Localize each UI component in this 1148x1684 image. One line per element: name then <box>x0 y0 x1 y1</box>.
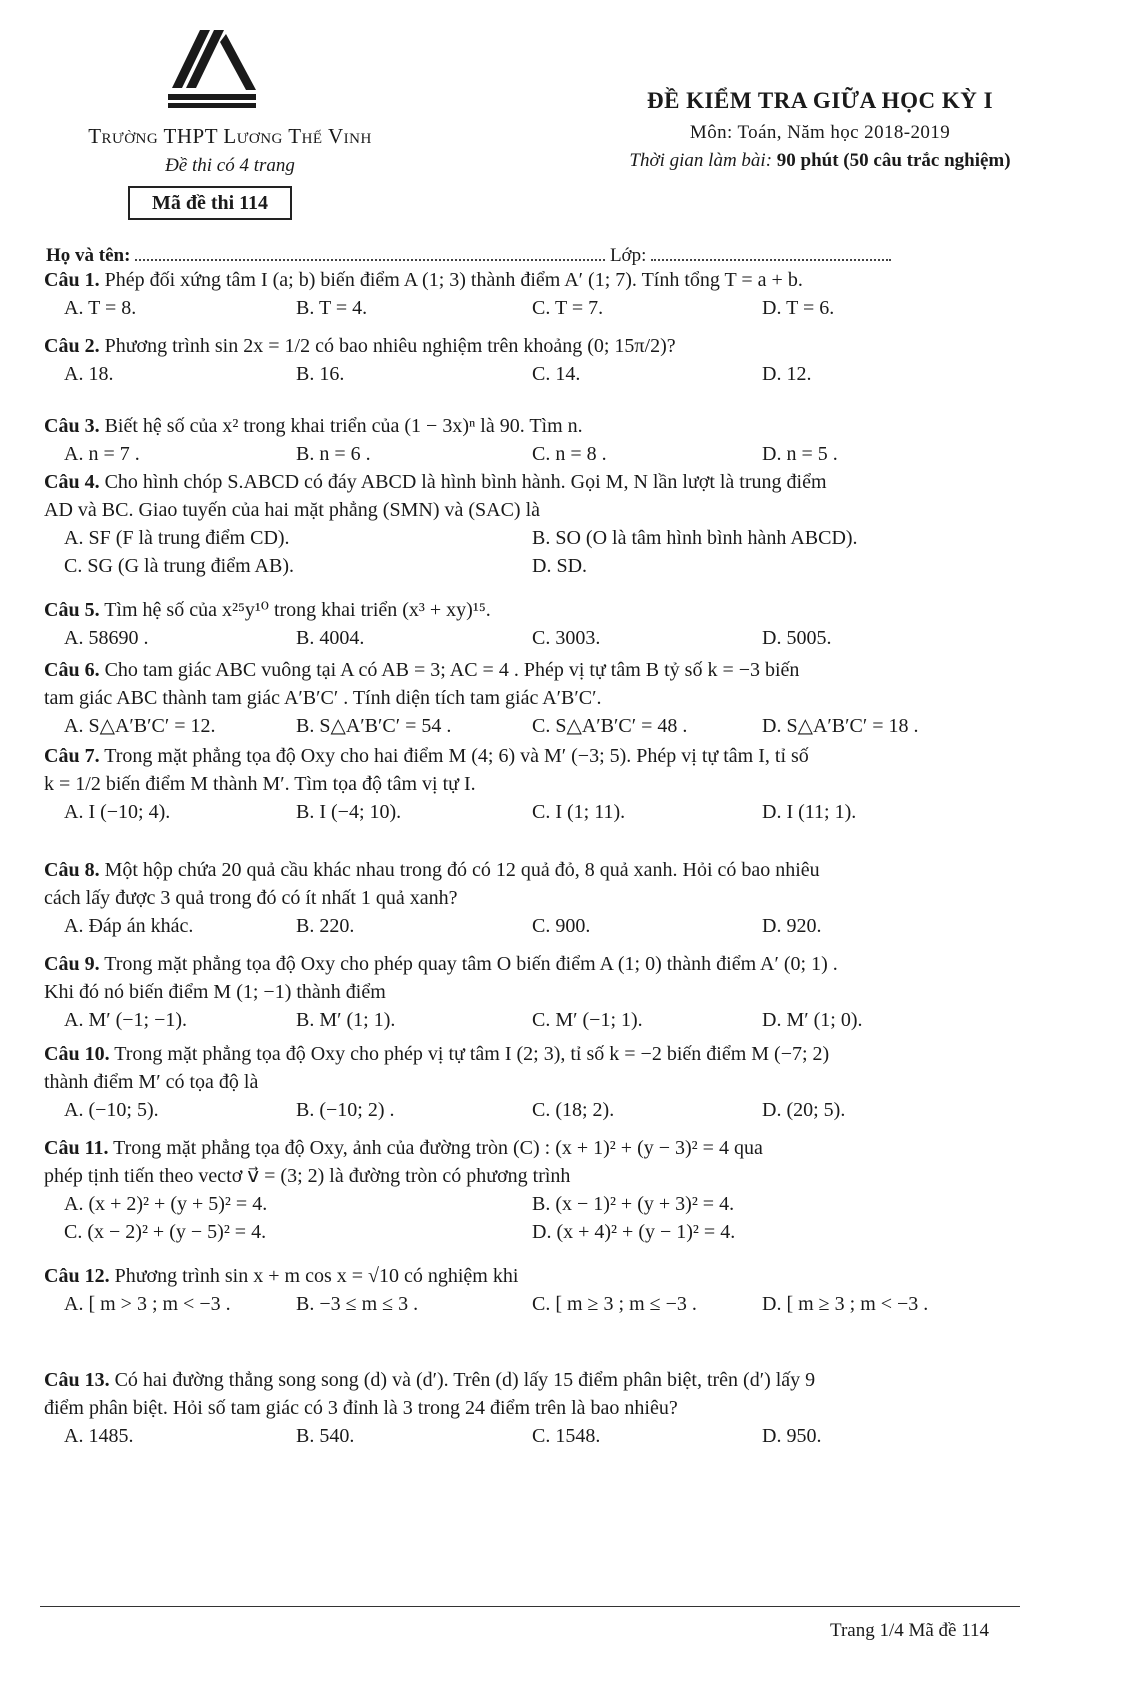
answer-option-c[interactable]: C. 3003. <box>532 627 601 649</box>
question-text: Cho tam giác ABC vuông tại A có AB = 3; AC = 4 . Phép vị tự tâm B tỷ số k = −3 biến <box>104 659 800 681</box>
answer-option-d[interactable]: D. SD. <box>532 555 588 577</box>
exam-title: ĐỀ KIỂM TRA GIỮA HỌC KỲ I <box>646 88 994 113</box>
answer-option-c[interactable]: C. (x − 2)² + (y − 5)² = 4. <box>64 1221 267 1243</box>
answer-option-c[interactable]: C. SG (G là trung điểm AB). <box>64 555 294 577</box>
answer-option-c[interactable]: C. (18; 2). <box>532 1099 615 1121</box>
answer-option-c[interactable]: C. 1548. <box>532 1425 601 1447</box>
question-number: Câu 6. <box>44 659 100 681</box>
question-stem <box>44 742 1084 770</box>
question-text: Phép đối xứng tâm I (a; b) biến điểm A (1; 3) thành điểm A′ (1; 7). Tính tổng T = a + b. <box>104 269 803 291</box>
question-number: Câu 9. <box>44 953 100 975</box>
answer-option-d[interactable]: D. 950. <box>762 1425 822 1447</box>
answer-option-d[interactable]: D. 12. <box>762 363 812 385</box>
answer-option-b[interactable]: B. 220. <box>296 915 355 937</box>
school-name: Trường THPT Lương Thế Vinh <box>88 124 372 148</box>
question-10 <box>44 1040 1084 1124</box>
answer-options-row <box>44 1190 1084 1218</box>
question-number: Câu 12. <box>44 1265 110 1287</box>
answer-options-row <box>44 712 1084 740</box>
question-8 <box>44 856 1084 940</box>
question-number: Câu 4. <box>44 471 100 493</box>
answer-options-row <box>44 624 1084 652</box>
answer-option-a[interactable]: A. [ m > 3 ; m < −3 . <box>64 1293 231 1315</box>
question-stem <box>44 1040 1084 1068</box>
class-field[interactable] <box>651 243 891 261</box>
answer-option-c[interactable]: C. 900. <box>532 915 591 937</box>
answer-options-row <box>44 1006 1084 1034</box>
answer-options-row <box>44 798 1084 826</box>
question-2 <box>44 332 1084 388</box>
answer-option-c[interactable]: C. 14. <box>532 363 581 385</box>
answer-option-a[interactable]: A. n = 7 . <box>64 443 140 465</box>
name-field[interactable] <box>135 243 605 261</box>
question-text: Một hộp chứa 20 quả cầu khác nhau trong đó có 12 quả đỏ, 8 quả xanh. Hỏi có bao nhiêu <box>104 859 820 881</box>
answer-option-a[interactable]: A. S△A′B′C′ = 12. <box>64 715 216 737</box>
question-text: Trong mặt phẳng tọa độ Oxy cho hai điểm M (4; 6) và M′ (−3; 5). Phép vị tự tâm I, tỉ số <box>104 745 809 767</box>
answer-option-c[interactable]: C. T = 7. <box>532 297 604 319</box>
answer-option-b[interactable]: B. SO (O là tâm hình bình hành ABCD). <box>532 527 858 549</box>
answer-options-row <box>44 294 1084 322</box>
answer-options-row <box>44 912 1084 940</box>
time-prefix: Thời gian làm bài: <box>629 150 773 171</box>
question-number: Câu 11. <box>44 1137 109 1159</box>
question-text: Trong mặt phẳng tọa độ Oxy, ảnh của đường tròn (C) : (x + 1)² + (y − 3)² = 4 qua <box>113 1137 763 1159</box>
question-3 <box>44 412 1084 468</box>
question-9 <box>44 950 1084 1034</box>
school-logo-icon <box>160 30 270 110</box>
answer-option-b[interactable]: B. T = 4. <box>296 297 368 319</box>
answer-option-b[interactable]: B. 16. <box>296 363 345 385</box>
answer-option-a[interactable]: A. Đáp án khác. <box>64 915 194 937</box>
question-stem <box>44 412 1084 440</box>
question-stem <box>44 656 1084 684</box>
answer-option-d[interactable]: D. M′ (1; 0). <box>762 1009 863 1031</box>
answer-options-row <box>44 1422 1084 1450</box>
question-5 <box>44 596 1084 652</box>
question-text-continued: tam giác ABC thành tam giác A′B′C′ . Tính diện tích tam giác A′B′C′. <box>44 687 602 709</box>
answer-options-row <box>44 440 1084 468</box>
question-text: Phương trình sin x + m cos x = √10 có nghiệm khi <box>114 1265 519 1287</box>
question-text-continued: k = 1/2 biến điểm M thành M′. Tìm tọa độ tâm vị tự I. <box>44 773 476 795</box>
question-stem <box>44 950 1084 978</box>
answer-option-b[interactable]: B. 4004. <box>296 627 365 649</box>
answer-option-b[interactable]: B. (x − 1)² + (y + 3)² = 4. <box>532 1193 735 1215</box>
answer-option-d[interactable]: D. T = 6. <box>762 297 835 319</box>
question-1 <box>44 266 1084 322</box>
footer-divider <box>40 1606 1020 1607</box>
question-number: Câu 5. <box>44 599 100 621</box>
time-line <box>560 150 1080 172</box>
question-text: Phương trình sin 2x = 1/2 có bao nhiêu nghiệm trên khoảng (0; 15π/2)? <box>104 335 676 357</box>
answer-option-b[interactable]: B. n = 6 . <box>296 443 371 465</box>
name-label: Họ và tên: <box>46 245 131 266</box>
answer-options-row <box>44 524 1084 552</box>
question-number: Câu 13. <box>44 1369 110 1391</box>
answer-option-c[interactable]: C. M′ (−1; 1). <box>532 1009 643 1031</box>
question-text-continued: phép tịnh tiến theo vectơ v⃗ = (3; 2) là đường tròn có phương trình <box>44 1165 571 1187</box>
answer-option-b[interactable]: B. (−10; 2) . <box>296 1099 395 1121</box>
answer-option-d[interactable]: D. 5005. <box>762 627 832 649</box>
question-text-continued: cách lấy được 3 quả trong đó có ít nhất 1 quả xanh? <box>44 887 458 909</box>
question-stem <box>44 266 1084 294</box>
exam-code-box: Mã đề thi 114 <box>128 186 292 220</box>
answer-option-d[interactable]: D. (x + 4)² + (y − 1)² = 4. <box>532 1221 736 1243</box>
answer-option-a[interactable]: A. I (−10; 4). <box>64 801 171 823</box>
answer-option-a[interactable]: A. 18. <box>64 363 114 385</box>
answer-option-a[interactable]: A. 1485. <box>64 1425 134 1447</box>
answer-option-d[interactable]: D. n = 5 . <box>762 443 838 465</box>
question-text: Biết hệ số của x² trong khai triển của (1 − 3x)ⁿ là 90. Tìm n. <box>104 415 583 437</box>
answer-option-b[interactable]: B. I (−4; 10). <box>296 801 402 823</box>
question-text: Cho hình chóp S.ABCD có đáy ABCD là hình bình hành. Gọi M, N lần lượt là trung điểm <box>104 471 827 493</box>
question-text: Có hai đường thẳng song song (d) và (d′). Trên (d) lấy 15 điểm phân biệt, trên (d′) lấy 9 <box>114 1369 816 1391</box>
question-4 <box>44 468 1084 580</box>
answer-option-d[interactable]: D. [ m ≥ 3 ; m < −3 . <box>762 1293 929 1315</box>
question-text-continued: Khi đó nó biến điểm M (1; −1) thành điểm <box>44 981 386 1003</box>
answer-options-row <box>44 1096 1084 1124</box>
time-value: 90 phút (50 câu trắc nghiệm) <box>776 150 1011 171</box>
question-text: Tìm hệ số của x²⁵y¹⁰ trong khai triển (x³ + xy)¹⁵. <box>104 599 491 621</box>
question-number: Câu 3. <box>44 415 100 437</box>
answer-option-c[interactable]: C. n = 8 . <box>532 443 607 465</box>
answer-option-a[interactable]: A. T = 8. <box>64 297 137 319</box>
answer-options-row <box>44 1218 1084 1246</box>
question-text-continued: AD và BC. Giao tuyến của hai mặt phẳng (SMN) và (SAC) là <box>44 499 541 521</box>
question-text-continued: thành điểm M′ có tọa độ là <box>44 1071 259 1093</box>
question-text-continued: điểm phân biệt. Hỏi số tam giác có 3 đỉnh là 3 trong 24 điểm trên là bao nhiêu? <box>44 1397 678 1419</box>
answer-option-a[interactable]: A. (x + 2)² + (y + 5)² = 4. <box>64 1193 268 1215</box>
subject-line: Môn: Toán, Năm học 2018-2019 <box>689 122 951 143</box>
question-stem <box>44 468 1084 496</box>
answer-option-c[interactable]: C. S△A′B′C′ = 48 . <box>532 715 688 737</box>
answer-option-d[interactable]: D. I (11; 1). <box>762 801 857 823</box>
class-label: Lớp: <box>609 245 647 266</box>
question-stem <box>44 1262 1084 1290</box>
question-13 <box>44 1366 1084 1450</box>
answer-option-b[interactable]: B. M′ (1; 1). <box>296 1009 396 1031</box>
answer-option-b[interactable]: B. −3 ≤ m ≤ 3 . <box>296 1293 419 1315</box>
question-number: Câu 1. <box>44 269 100 291</box>
student-info-row <box>46 243 1056 267</box>
answer-option-d[interactable]: D. S△A′B′C′ = 18 . <box>762 715 919 737</box>
answer-option-a[interactable]: A. (−10; 5). <box>64 1099 159 1121</box>
question-number: Câu 8. <box>44 859 100 881</box>
answer-options-row <box>44 552 1084 580</box>
answer-option-a[interactable]: A. SF (F là trung điểm CD). <box>64 527 290 549</box>
page-footer: Trang 1/4 Mã đề 114 <box>830 1620 990 1641</box>
question-number: Câu 2. <box>44 335 100 357</box>
question-7 <box>44 742 1084 826</box>
question-stem <box>44 1134 1084 1162</box>
question-text: Trong mặt phẳng tọa độ Oxy cho phép vị tự tâm I (2; 3), tỉ số k = −2 biến điểm M (−7; 2) <box>114 1043 830 1065</box>
answer-option-c[interactable]: C. [ m ≥ 3 ; m ≤ −3 . <box>532 1293 697 1315</box>
question-text: Trong mặt phẳng tọa độ Oxy cho phép quay tâm O biến điểm A (1; 0) thành điểm A′ (0; 1) . <box>104 953 838 975</box>
answer-option-b[interactable]: B. S△A′B′C′ = 54 . <box>296 715 452 737</box>
question-stem <box>44 596 1084 624</box>
answer-option-d[interactable]: D. (20; 5). <box>762 1099 846 1121</box>
answer-options-row <box>44 1290 1084 1318</box>
question-stem <box>44 856 1084 884</box>
question-number: Câu 7. <box>44 745 100 767</box>
answer-option-c[interactable]: C. I (1; 11). <box>532 801 626 823</box>
question-stem <box>44 1366 1084 1394</box>
question-stem <box>44 332 1084 360</box>
answer-option-a[interactable]: A. 58690 . <box>64 627 149 649</box>
answer-option-a[interactable]: A. M′ (−1; −1). <box>64 1009 188 1031</box>
question-number: Câu 10. <box>44 1043 110 1065</box>
pages-note: Đề thi có 4 trang <box>165 155 295 176</box>
answer-options-row <box>44 360 1084 388</box>
question-6 <box>44 656 1084 740</box>
question-11 <box>44 1134 1084 1246</box>
answer-option-d[interactable]: D. 920. <box>762 915 822 937</box>
question-12 <box>44 1262 1084 1318</box>
answer-option-b[interactable]: B. 540. <box>296 1425 355 1447</box>
